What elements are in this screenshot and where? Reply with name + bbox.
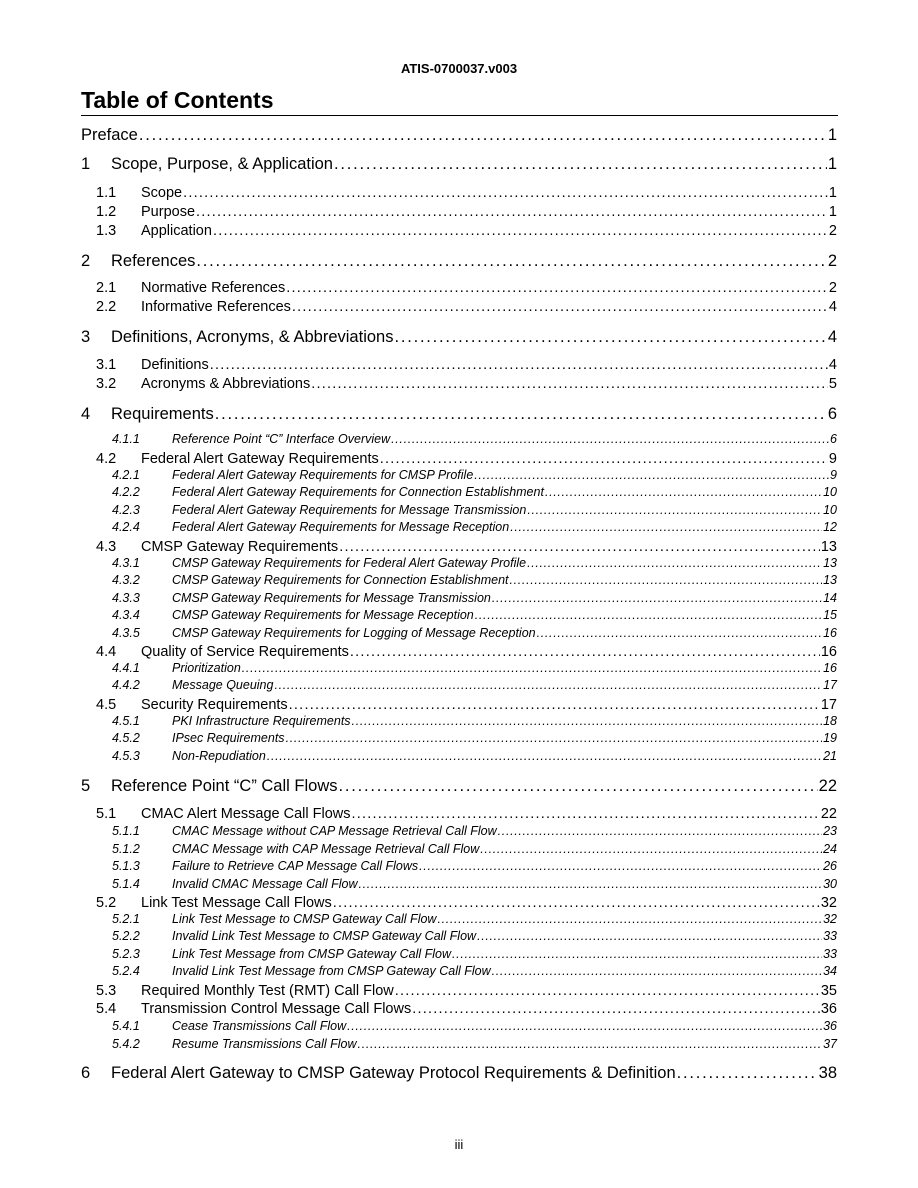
toc-entry-number: 2.2 (96, 299, 117, 315)
toc-entry-number: 3.1 (96, 357, 117, 373)
toc-entry-title: Link Test Message Call Flows (141, 895, 332, 911)
toc-entry[interactable] (0, 714, 918, 729)
toc-entry-page: 30 (823, 877, 837, 891)
dot-leader (510, 573, 823, 588)
toc-entry-title: Failure to Retrieve CAP Message Call Flows (172, 859, 419, 873)
toc-entry-title: CMSP Gateway Requirements (141, 539, 339, 555)
toc-entry-title: Prioritization (172, 661, 241, 675)
dot-leader (545, 485, 822, 500)
toc-entry-page: 13 (820, 539, 837, 555)
toc-entry-page: 32 (820, 895, 837, 911)
dot-leader (350, 643, 820, 661)
toc-entry-number: 3 (81, 328, 91, 346)
dot-leader (394, 327, 826, 347)
toc-entry-page: 18 (823, 714, 837, 728)
dot-leader (215, 404, 827, 424)
toc-entry-title: Reference Point “C” Call Flows (111, 777, 338, 795)
toc-entry[interactable] (0, 538, 918, 556)
toc-entry-number: 5.1.4 (112, 877, 140, 891)
toc-entry[interactable] (0, 404, 918, 424)
toc-entry-page: 33 (823, 929, 837, 943)
toc-entry[interactable] (0, 485, 918, 500)
toc-entry[interactable] (0, 591, 918, 606)
dot-leader (480, 842, 822, 857)
dot-leader (347, 1019, 822, 1034)
toc-entry[interactable] (0, 912, 918, 927)
toc-entry-number: 5.1.2 (112, 842, 140, 856)
toc-entry-title: Acronyms & Abbreviations (141, 376, 311, 392)
dot-leader (210, 356, 828, 374)
dot-leader (292, 298, 828, 316)
dot-leader (510, 520, 822, 535)
toc-entry-page: 6 (827, 405, 837, 423)
toc-entry[interactable] (0, 661, 918, 676)
dot-leader (274, 678, 822, 693)
toc-entry[interactable] (0, 251, 918, 271)
toc-entry[interactable] (0, 503, 918, 518)
toc-entry-page: 38 (818, 1064, 837, 1082)
toc-entry-title: Message Queuing (172, 678, 274, 692)
toc-entry[interactable] (0, 279, 918, 297)
toc-entry[interactable] (0, 608, 918, 623)
toc-entry[interactable] (0, 1019, 918, 1034)
dot-leader (419, 859, 822, 874)
dot-leader (527, 503, 822, 518)
toc-entry-number: 1.3 (96, 223, 117, 239)
toc-entry[interactable] (0, 842, 918, 857)
dot-leader (196, 203, 828, 221)
toc-entry[interactable] (0, 125, 918, 145)
toc-entry-title: Invalid CMAC Message Call Flow (172, 877, 358, 891)
toc-entry-title: CMSP Gateway Requirements for Message Transmission (172, 591, 491, 605)
toc-entry-number: 1.2 (96, 204, 117, 220)
toc-entry[interactable] (0, 643, 918, 661)
toc-entry[interactable] (0, 184, 918, 202)
toc-entry-page: 32 (823, 912, 837, 926)
toc-entry-number: 5.3 (96, 983, 117, 999)
dot-leader (677, 1063, 818, 1083)
toc-entry[interactable] (0, 749, 918, 764)
toc-entry[interactable] (0, 1037, 918, 1052)
toc-entry-number: 4.2 (96, 451, 117, 467)
dot-leader (395, 982, 820, 1000)
toc-entry-title: Transmission Control Message Call Flows (141, 1001, 412, 1017)
toc-entry-page: 1 (828, 204, 837, 220)
toc-entry-title: Invalid Link Test Message from CMSP Gateway Call Flow (172, 964, 491, 978)
toc-entry-title: Reference Point “C” Interface Overview (172, 432, 391, 446)
toc-entry-number: 4.3.1 (112, 556, 140, 570)
toc-entry-title: CMAC Message without CAP Message Retrieval Call Flow (172, 824, 497, 838)
toc-entry-page: 15 (823, 608, 837, 622)
dot-leader (267, 749, 822, 764)
toc-entry-number: 4.2.3 (112, 503, 140, 517)
toc-entry-page: 10 (823, 485, 837, 499)
toc-entry-page: 1 (827, 126, 837, 144)
dot-leader (492, 591, 822, 606)
toc-entry-number: 1.1 (96, 185, 117, 201)
toc-entry-title: Requirements (111, 405, 214, 423)
toc-entry[interactable] (0, 432, 918, 447)
toc-entry-title: Federal Alert Gateway Requirements for Connection Establishment (172, 485, 544, 499)
toc-entry-number: 5.2.4 (112, 964, 140, 978)
toc-entry[interactable] (0, 805, 918, 823)
toc-entry[interactable] (0, 298, 918, 316)
toc-entry-title: Informative References (141, 299, 291, 315)
dot-leader (537, 626, 822, 641)
dot-leader (242, 661, 822, 676)
dot-leader (213, 222, 828, 240)
dot-leader (183, 184, 828, 202)
dot-leader (358, 1037, 823, 1052)
toc-entry-page: 2 (827, 252, 837, 270)
toc-entry-number: 5.2.3 (112, 947, 140, 961)
toc-entry-number: 4.5.1 (112, 714, 140, 728)
toc-entry-title: Cease Transmissions Call Flow (172, 1019, 347, 1033)
toc-entry-page: 33 (823, 947, 837, 961)
toc-entry-number: 4.5.3 (112, 749, 140, 763)
toc-entry-title: Application (141, 223, 212, 239)
toc-entry-title: Definitions, Acronyms, & Abbreviations (111, 328, 394, 346)
toc-entry-number: 5.1 (96, 806, 117, 822)
toc-entry-page: 4 (828, 299, 837, 315)
toc-entry-page: 22 (818, 777, 837, 795)
toc-entry-page: 26 (823, 859, 837, 873)
toc-entry-page: 17 (820, 697, 837, 713)
dot-leader (475, 608, 822, 623)
toc-entry[interactable] (0, 222, 918, 240)
toc-entry-page: 2 (828, 223, 837, 239)
toc-entry-page: 9 (828, 451, 837, 467)
dot-leader (196, 251, 826, 271)
toc-entry-title: Scope, Purpose, & Application (111, 155, 333, 173)
dot-leader (492, 964, 822, 979)
toc-heading: Table of Contents (81, 87, 274, 113)
toc-entry-number: 4.3.5 (112, 626, 140, 640)
toc-entry[interactable] (0, 468, 918, 483)
dot-leader (437, 912, 822, 927)
toc-entry-number: 4.3.2 (112, 573, 140, 587)
toc-entry-title: PKI Infrastructure Requirements (172, 714, 351, 728)
toc-entry-number: 5.4.1 (112, 1019, 140, 1033)
toc-entry-number: 2 (81, 252, 91, 270)
toc-entry-page: 1 (828, 185, 837, 201)
toc-entry-page: 19 (823, 731, 837, 745)
toc-entry-number: 3.2 (96, 376, 117, 392)
toc-entry[interactable] (0, 731, 918, 746)
toc-entry[interactable] (0, 824, 918, 839)
toc-entry-page: 10 (823, 503, 837, 517)
toc-entry-title: Definitions (141, 357, 209, 373)
toc-entry-page: 13 (823, 573, 837, 587)
toc-entry[interactable] (0, 877, 918, 892)
toc-entry[interactable] (0, 859, 918, 874)
toc-entry-page: 37 (823, 1037, 837, 1051)
toc-entry[interactable] (0, 678, 918, 693)
toc-entry[interactable] (0, 964, 918, 979)
toc-entry[interactable] (0, 776, 918, 796)
toc-entry-page: 36 (823, 1019, 837, 1033)
toc-entry-page: 16 (823, 661, 837, 675)
dot-leader (311, 375, 828, 393)
toc-entry[interactable] (0, 375, 918, 393)
toc-entry-page: 16 (823, 626, 837, 640)
toc-entry-number: 4.5 (96, 697, 117, 713)
toc-entry-number: 5.1.1 (112, 824, 140, 838)
toc-entry[interactable] (0, 696, 918, 714)
toc-entry-page: 34 (823, 964, 837, 978)
toc-entry-number: 4.3 (96, 539, 117, 555)
toc-entry-number: 6 (81, 1064, 91, 1082)
toc-entry-page: 21 (823, 749, 837, 763)
toc-entry-title: Purpose (141, 204, 196, 220)
toc-entry-page: 24 (823, 842, 837, 856)
toc-entry-page: 6 (830, 432, 837, 446)
toc-entry-number: 5.2 (96, 895, 117, 911)
toc-entry[interactable] (0, 982, 918, 1000)
toc-entry-title: CMAC Alert Message Call Flows (141, 806, 351, 822)
toc-entry-title: Normative References (141, 280, 286, 296)
toc-entry[interactable] (0, 573, 918, 588)
dot-leader (498, 824, 822, 839)
dot-leader (380, 450, 828, 468)
toc-entry[interactable] (0, 1000, 918, 1018)
toc-entry-title: Federal Alert Gateway Requirements for Message Transmission (172, 503, 527, 517)
toc-entry-page: 5 (828, 376, 837, 392)
toc-entry[interactable] (0, 626, 918, 641)
toc-entry-page: 4 (828, 357, 837, 373)
toc-entry-number: 5.4 (96, 1001, 117, 1017)
toc-entry-page: 14 (823, 591, 837, 605)
dot-leader (358, 877, 822, 892)
toc-entry-number: 4.1.1 (112, 432, 140, 446)
toc-entry-title: CMSP Gateway Requirements for Logging of Message Reception (172, 626, 536, 640)
toc-entry-number: 4.4 (96, 644, 117, 660)
toc-entry-title: Link Test Message from CMSP Gateway Call Flow (172, 947, 452, 961)
toc-entry-number: 4.3.3 (112, 591, 140, 605)
toc-entry-title: Required Monthly Test (RMT) Call Flow (141, 983, 394, 999)
toc-entry[interactable] (0, 327, 918, 347)
dot-leader (412, 1000, 820, 1018)
toc-entry-page: 13 (823, 556, 837, 570)
toc-entry-page: 23 (823, 824, 837, 838)
toc-entry-page: 12 (823, 520, 837, 534)
toc-entry-page: 17 (823, 678, 837, 692)
toc-entry-title: IPsec Requirements (172, 731, 285, 745)
toc-entry-number: 4.4.2 (112, 678, 140, 692)
toc-entry-title: Link Test Message to CMSP Gateway Call Flow (172, 912, 437, 926)
toc-entry-title: Preface (81, 126, 138, 144)
toc-entry-page: 4 (827, 328, 837, 346)
toc-entry-title: Non-Repudiation (172, 749, 266, 763)
toc-entry-title: CMSP Gateway Requirements for Connection Establishment (172, 573, 509, 587)
document-header: ATIS-0700037.v003 (400, 61, 518, 76)
dot-leader (339, 776, 818, 796)
toc-entry-page: 35 (820, 983, 837, 999)
dot-leader (352, 714, 823, 729)
toc-entry-number: 5.4.2 (112, 1037, 140, 1051)
toc-entry-number: 4.5.2 (112, 731, 140, 745)
toc-entry-title: CMSP Gateway Requirements for Message Reception (172, 608, 474, 622)
toc-entry[interactable] (0, 356, 918, 374)
toc-entry[interactable] (0, 203, 918, 221)
toc-entry-number: 4.2.1 (112, 468, 140, 482)
toc-entry-title: Scope (141, 185, 183, 201)
toc-entry[interactable] (0, 556, 918, 571)
toc-entry-title: CMSP Gateway Requirements for Federal Alert Gateway Profile (172, 556, 527, 570)
toc-entry[interactable] (0, 450, 918, 468)
dot-leader (477, 929, 822, 944)
toc-entry-title: Federal Alert Gateway to CMSP Gateway Protocol Requirements & Definition (111, 1064, 676, 1082)
toc-entry[interactable] (0, 894, 918, 912)
toc-entry-page: 36 (820, 1001, 837, 1017)
dot-leader (474, 468, 829, 483)
toc-entry-number: 4.3.4 (112, 608, 140, 622)
dot-leader (334, 154, 827, 174)
toc-entry-number: 5 (81, 777, 91, 795)
toc-entry-number: 5.2.1 (112, 912, 140, 926)
toc-entry[interactable] (0, 929, 918, 944)
toc-entry[interactable] (0, 1063, 918, 1083)
toc-entry-number: 4.2.4 (112, 520, 140, 534)
toc-entry[interactable] (0, 947, 918, 962)
toc-entry-title: Federal Alert Gateway Requirements for CMSP Profile (172, 468, 474, 482)
dot-leader (333, 894, 820, 912)
toc-entry-page: 1 (827, 155, 837, 173)
dot-leader (452, 947, 822, 962)
dot-leader (352, 805, 820, 823)
toc-entry-title: Resume Transmissions Call Flow (172, 1037, 357, 1051)
dot-leader (286, 731, 823, 746)
toc-entry-number: 5.1.3 (112, 859, 140, 873)
toc-entry-number: 4.2.2 (112, 485, 140, 499)
dot-leader (139, 125, 827, 145)
page-number: iii (454, 1137, 464, 1152)
toc-entry-page: 16 (820, 644, 837, 660)
toc-entry-page: 9 (830, 468, 837, 482)
toc-entry-number: 4 (81, 405, 91, 423)
toc-entry-title: References (111, 252, 196, 270)
toc-entry-page: 2 (828, 280, 837, 296)
toc-entry[interactable] (0, 154, 918, 174)
toc-entry-page: 22 (820, 806, 837, 822)
toc-entry-number: 1 (81, 155, 91, 173)
toc-entry[interactable] (0, 520, 918, 535)
toc-entry-number: 5.2.2 (112, 929, 140, 943)
toc-entry-title: Security Requirements (141, 697, 288, 713)
dot-leader (286, 279, 828, 297)
toc-entry-title: Invalid Link Test Message to CMSP Gateway Call Flow (172, 929, 477, 943)
dot-leader (527, 556, 822, 571)
dot-leader (289, 696, 820, 714)
dot-leader (391, 432, 829, 447)
toc-entry-number: 2.1 (96, 280, 117, 296)
toc-entry-title: Quality of Service Requirements (141, 644, 349, 660)
toc-entry-title: CMAC Message with CAP Message Retrieval Call Flow (172, 842, 480, 856)
dot-leader (339, 538, 820, 556)
toc-entry-title: Federal Alert Gateway Requirements (141, 451, 379, 467)
toc-entry-number: 4.4.1 (112, 661, 140, 675)
toc-entry-title: Federal Alert Gateway Requirements for Message Reception (172, 520, 510, 534)
